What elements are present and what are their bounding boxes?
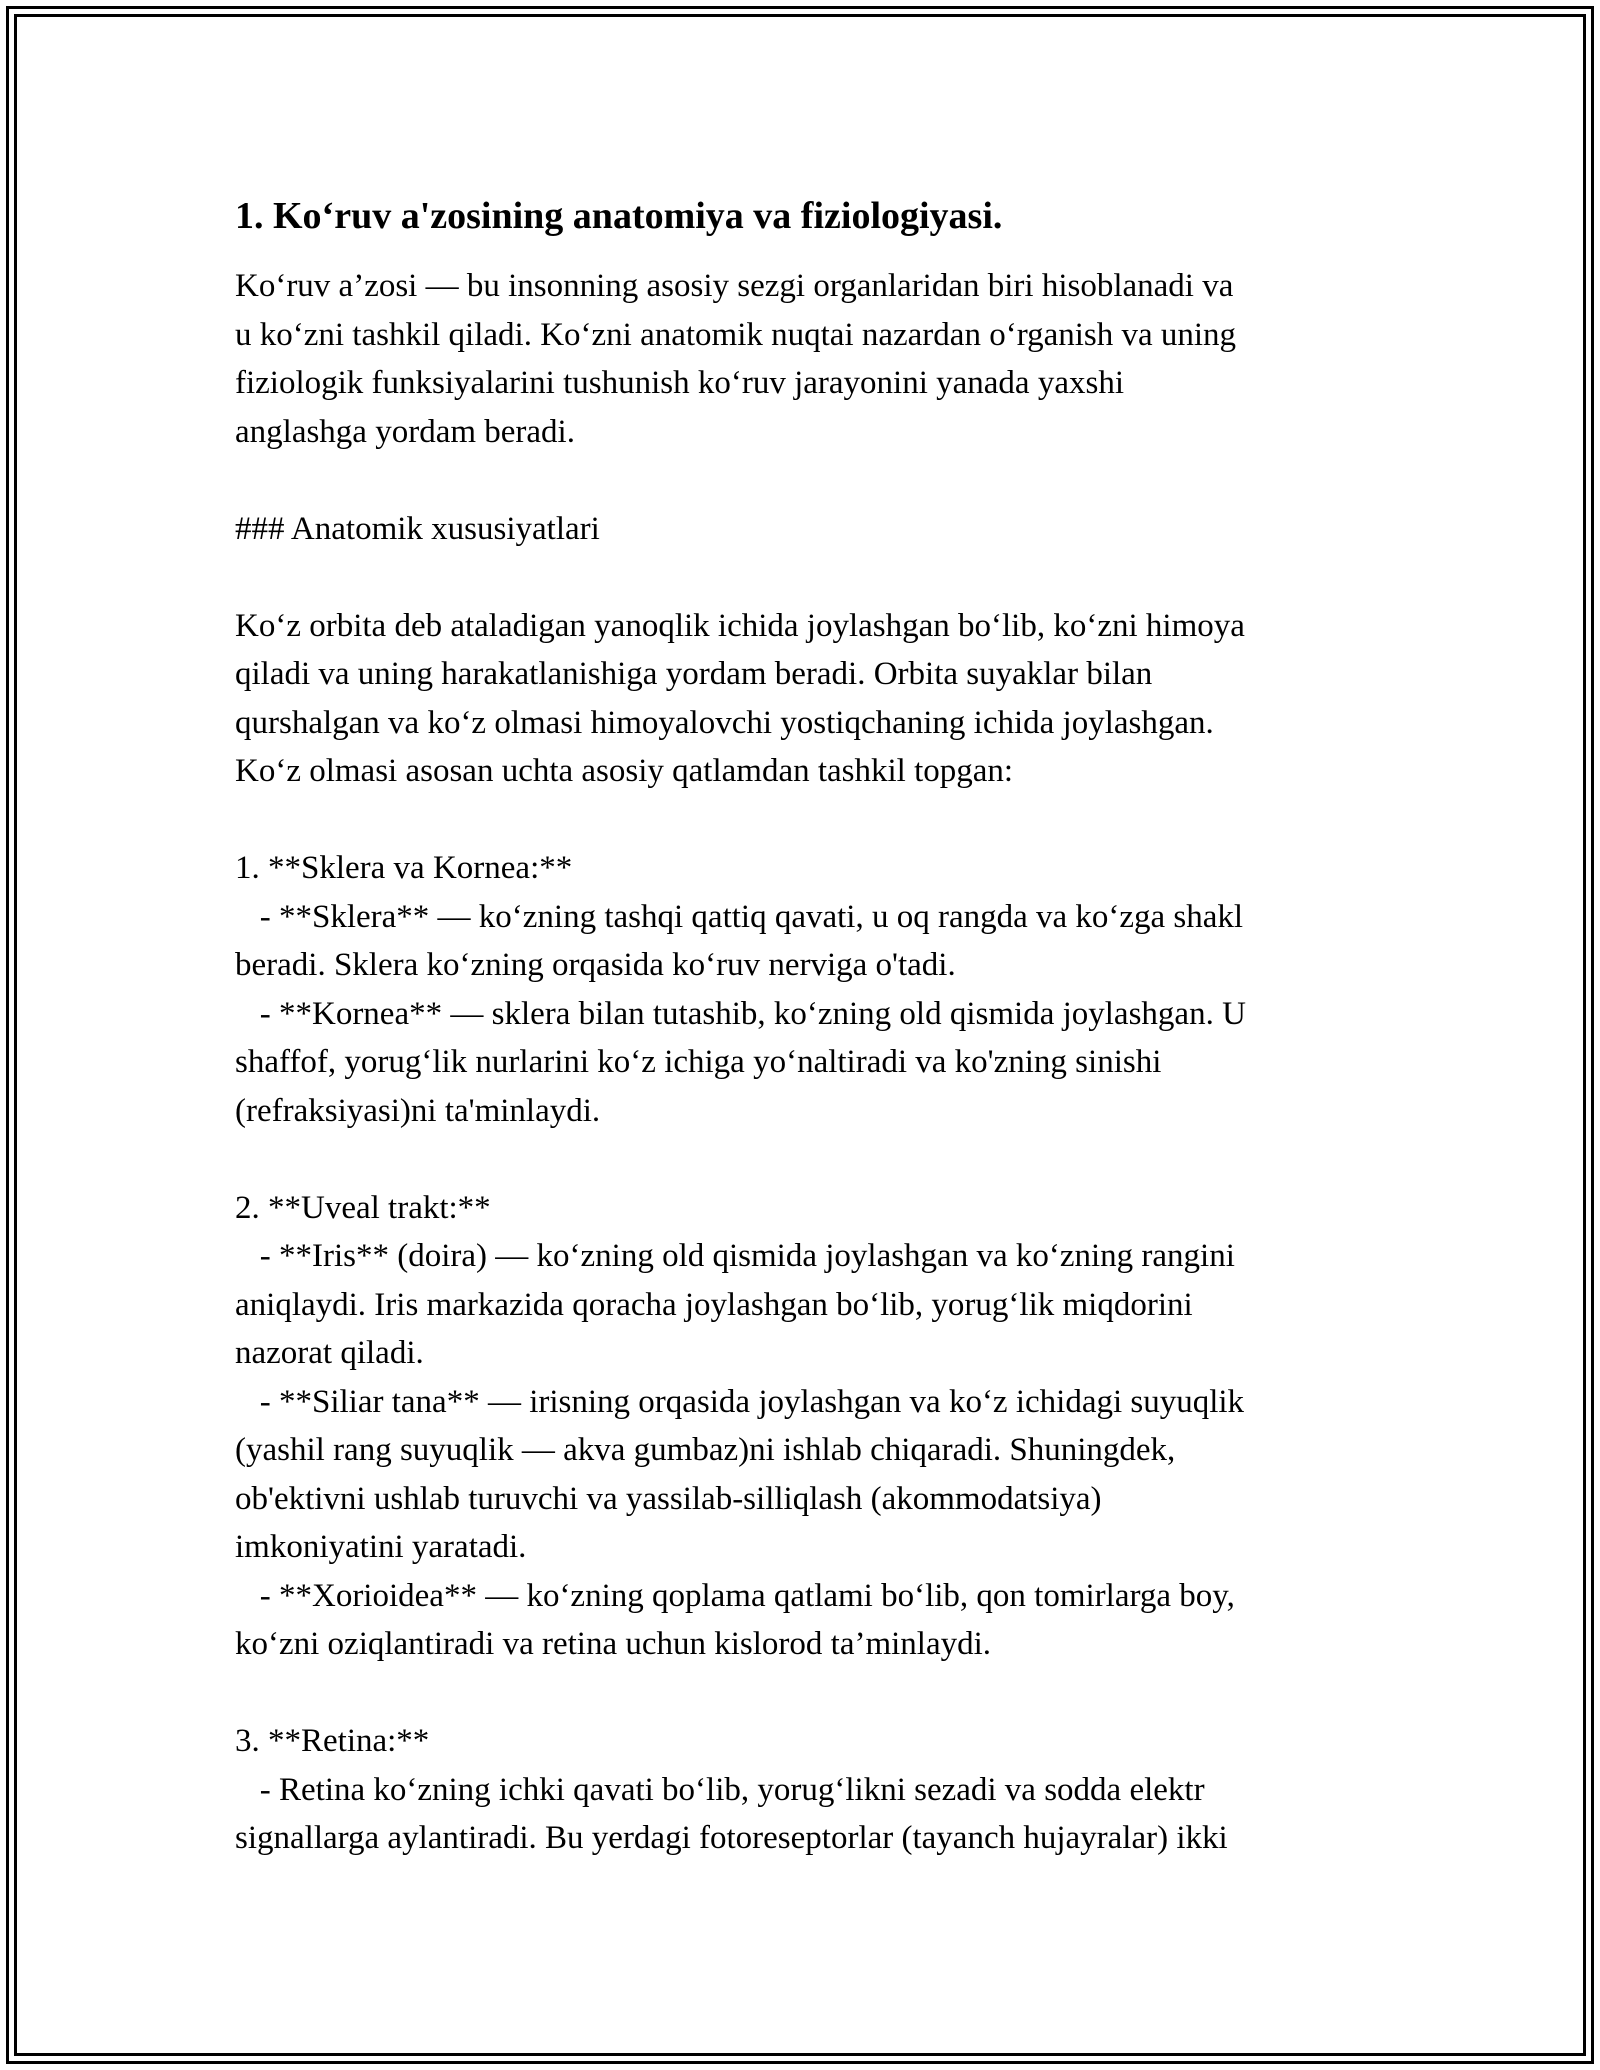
list-item-siliar-tana: - **Siliar tana** — irisning orqasida joylashgan va ko‘z ichidagi suyuqlik (yashil rang suyuqlik — akva gumbaz)ni ishlab chiqaradi. Shuningdek, ob'ektivni ushlab turuvchi va yassilab-silliqlash (akommodatsiya) imkoniyatini yaratadi. xyxy=(235,1383,1245,1565)
section-intro-paragraph: Ko‘z orbita deb ataladigan yanoqlik ichida joylashgan bo‘lib, ko‘zni himoya qiladi va uning harakatlanishiga yordam beradi. Orbita suyaklar bilan qurshalgan va ko‘z olmasi himoyalovchi yostiqchaning ichida joylashgan. Ko‘z olmasi asosan uchta asosiy qatlamdan tashkil topgan: xyxy=(235,607,1245,789)
section-heading: ### Anatomik xususiyatlari xyxy=(235,510,600,547)
spacer xyxy=(235,456,1375,505)
spacer xyxy=(235,1669,1375,1718)
spacer xyxy=(235,796,1375,845)
list-title-uveal-trakt: 2. **Uveal trakt:** xyxy=(235,1189,491,1226)
intro-paragraph: Ko‘ruv a’zosi — bu insonning asosiy sezgi organlaridan biri hisoblanadi va u ko‘zni tashkil qiladi. Ko‘zni anatomik nuqtai nazardan o‘rganish va uning fiziologik funksiyalarini tushunish ko‘ruv jarayonini yanada yaxshi anglashga yordam beradi. xyxy=(235,268,1237,450)
list-item-retina: - Retina ko‘zning ichki qavati bo‘lib, yorug‘likni sezadi va sodda elektr signallarga aylantiradi. Bu yerdagi fotoreseptorlar (tayanch hujayralar) ikki xyxy=(235,1771,1228,1856)
list-title-retina: 3. **Retina:** xyxy=(235,1723,430,1759)
list-title-sklera-kornea: 1. **Sklera va Kornea:** xyxy=(235,850,573,886)
spacer xyxy=(235,553,1375,602)
spacer xyxy=(235,1135,1375,1184)
document-title: 1. Ko‘ruv a'zosining anatomiya va fiziologiyasi. xyxy=(235,195,1003,237)
list-item-xorioidea: - **Xorioidea** — ko‘zning qoplama qatlami bo‘lib, qon tomirlarga boy, ko‘zni oziqlantiradi va retina uchun kislorod ta’minlaydi. xyxy=(235,1577,1235,1662)
list-item-iris: - **Iris** (doira) — ko‘zning old qismida joylashgan va ko‘zning rangini aniqlaydi. Iris markazida qoracha joylashgan bo‘lib, yorug‘lik miqdorini nazorat qiladi. xyxy=(235,1238,1235,1371)
list-item-kornea: - **Kornea** — sklera bilan tutashib, ko‘zning old qismida joylashgan. U shaffof, yorug‘lik nurlarini ko‘z ichiga yo‘naltiradi va ko'zning sinishi (refraksiyasi)ni ta'minlaydi. xyxy=(235,995,1246,1129)
document-body xyxy=(235,190,1375,1863)
list-item-sklera: - **Sklera** — ko‘zning tashqi qattiq qavati, u oq rangda va ko‘zga shakl beradi. Sklera ko‘zning orqasida ko‘ruv nerviga o'tadi. xyxy=(235,898,1244,983)
